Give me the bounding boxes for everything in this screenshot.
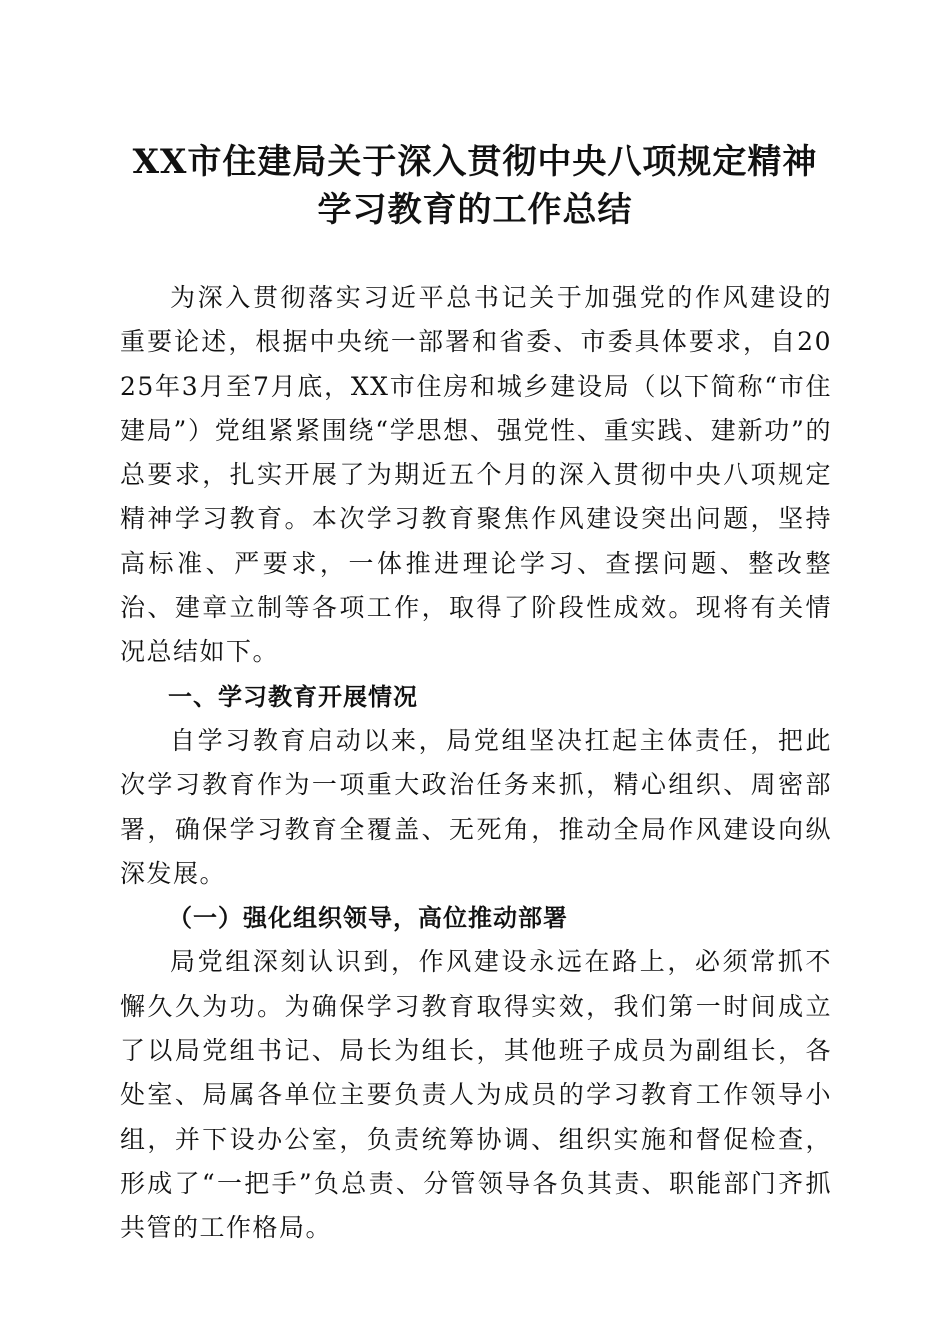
section-1-paragraph: 自学习教育启动以来，局党组坚决扛起主体责任，把此次学习教育作为一项重大政治任务来抓，精心组织、周密部署，确保学习教育全覆盖、无死角，推动全局作风建设向纵深发展。 <box>120 725 832 888</box>
document-title-line-1: XX市住建局关于深入贯彻中央八项规定精神 <box>132 142 818 182</box>
section-1-heading: 一、学习教育开展情况 <box>168 682 418 711</box>
document-body <box>120 276 832 1251</box>
intro-paragraph: 为深入贯彻落实习近平总书记关于加强党的作风建设的重要论述，根据中央统一部署和省委、市委具体要求，自2025年3月至7月底，XX市住房和城乡建设局（以下简称“市住建局”）党组紧紧围绕“学思想、强党性、重实践、建新功”的总要求，扎实开展了为期近五个月的深入贯彻中央八项规定精神学习教育。本次学习教育聚焦作风建设突出问题，坚持高标准、严要求，一体推进理论学习、查摆问题、整改整治、建章立制等各项工作，取得了阶段性成效。现将有关情况总结如下。 <box>120 283 832 667</box>
subsection-1-paragraph: 局党组深刻认识到，作风建设永远在路上，必须常抓不懈久久为功。为确保学习教育取得实效，我们第一时间成立了以局党组书记、局长为组长，其他班子成员为副组长，各处室、局属各单位主要负责人为成员的学习教育工作领导小组，并下设办公室，负责统筹协调、组织实施和督促检查，形成了“一把手”负总责、分管领导各负其责、职能部门齐抓共管的工作格局。 <box>120 947 832 1243</box>
document-title-line-2: 学习教育的工作总结 <box>317 190 633 230</box>
subsection-1-heading: （一）强化组织领导，高位推动部署 <box>168 903 568 933</box>
